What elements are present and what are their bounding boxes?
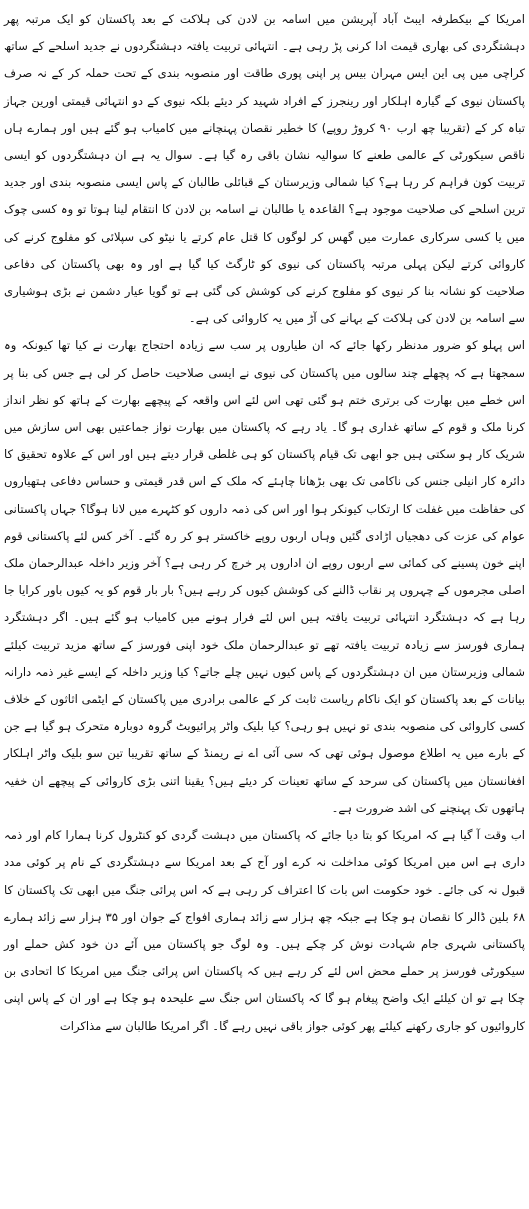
article-paragraph-3: اب وقت آ گیا ہے کہ امریکا کو بتا دیا جائے کہ پاکستان میں دہشت گردی کو کنٹرول کرنا ہمارا کام اور ذمہ داری ہے اس میں امریکا کوئی مداخلت نہ کرے اور آج کے بعد امریکا سے دہشتگردی کے نام پر کوئی مدد قبول نہ کی جائے۔ خود حکومت اس بات کا اعتراف کر رہی ہے کہ اس پرائی جنگ میں ابھی تک پاکستان کا ۶۸ بلین ڈالر کا نقصان ہو چکا ہے جبکہ چھ ہزار سے زائد ہماری افواج کے جوان اور ۳۵ ہزار سے زائد ہمارے پاکستانی شہری جام شہادت نوش کر چکے ہیں۔ وہ لوگ جو پاکستان میں آئے دن خود کش حملے اور سیکورٹی فورسز پر حملے محض اس لئے کر رہے ہیں کہ پاکستان اس پرائی جنگ میں امریکا کا اتحادی بن چکا ہے تو ان کیلئے ایک واضح پیغام ہو گا کہ پاکستان اس جنگ سے علیحدہ ہو چکا ہے اور ان کے پاس اپنی کاروائیوں کو جاری رکھنے کیلئے پھر کوئی جواز باقی نہیں رہے گا۔ اگر امریکا طالبان سے مذاکرات xyxy=(4,828,526,1033)
article-paragraph-2: اس پہلو کو ضرور مدنظر رکھا جائے کہ ان طیاروں پر سب سے زیادہ احتجاج بھارت نے کیا تھا کیونکہ وہ سمجھتا ہے کہ پچھلے چند سالوں میں پاکستان کی نیوی نے ایسی صلاحیت حاصل کر لی ہے جس کی بنا پر اس خطے میں بھارت کی برتری ختم ہو گئی تھی اس لئے اس واقعہ کے پیچھے بھارت کے ہاتھ کو نظر انداز کرنا ملک و قوم کے ساتھ غداری ہو گا۔ یاد رہے کہ پاکستان میں بھارت نواز جماعتیں بھی اس سازش میں شریک کار ہو سکتی ہیں جو ابھی تک قیام پاکستان کو ہی غلطی قرار دیتے ہیں اور اس کے علاوہ تحقیق کا دائرہ کار انیلی جنس کی ناکامی تک بھی بڑھانا چاہئے کہ ملک کے اس قدر قیمتی و حساس دفاعی ہتھیاروں کی حفاظت میں غفلت کا ارتکاب کیونکر ہوا اور اس کی ذمہ داروں کو کٹہرے میں لانا ہوگا؟ جہاں پاکستانی عوام کی عزت کی دھجیاں اڑادی گئیں وہاں اربوں روپے خاکستر ہو کر رہ گئے۔ آخر کس لئے پاکستانی قوم اپنے خون پسینے کی کمائی سے اربوں روپے ان اداروں پر خرچ کر رہی ہے؟ آخر وزیر داخلہ عبدالرحمان ملک اصلی مجرموں کے چہروں پر نقاب ڈالنے کی کوشش کیوں کر رہے ہیں؟ بار بار قوم کو یہ کیوں باور کرایا جا رہا ہے کہ دہشتگرد انتہائی تربیت یافتہ ہیں اس لئے فرار ہونے میں کامیاب ہو گئے ہیں۔ اگر دہشتگرد ہماری فورسز سے زیادہ تربیت یافتہ تھے تو عبدالرحمان ملک خود اپنی فورسز کے ساتھ مزید تربیت کیلئے شمالی وزیرستان میں ان دہشتگردوں کے پاس کیوں نہیں چلے جاتے؟ کیا وزیر داخلہ کے ایسے غیر ذمہ دارانہ بیانات کے بعد پاکستان کو ایک ناکام ریاست ثابت کر کے عالمی برادری میں پاکستان کے ایٹمی اثاثوں کے خلاف کسی کاروائی کی منصوبہ بندی تو نہیں ہو رہی؟ کیا بلیک واٹر پرائیویٹ گروہ دوبارہ متحرک ہو گیا ہے جن کے بارے میں یہ اطلاع موصول ہوئی تھی کہ سی آئی اے نے ریمنڈ کے ساتھ تقریبا تین سو بلیک واٹر اہلکار افغانستان میں پاکستان کی سرحد کے ساتھ تعینات کر دیئے ہیں؟ یقینا اتنی بڑی کاروائی کے پیچھے ان خفیہ ہاتھوں تک پہنچنے کی اشد ضرورت ہے۔ xyxy=(4,338,525,815)
article-paragraph-1: امریکا کے بیکطرفہ ایبٹ آباد آپریشن میں اسامہ بن لادن کی ہلاکت کے بعد پاکستان کو ایک مرتبہ پھر دہشتگردی کی بھاری قیمت ادا کرنی پڑ رہی ہے۔ انتہائی تربیت یافتہ دہشتگردوں نے جدید اسلحے کے ساتھ کراچی میں پی این ایس مہران بیس پر اپنی پوری طاقت اور منصوبہ بندی کے تحت حملہ کر کے نہ صرف پاکستان نیوی کے گیارہ اہلکار اور رینجرز کے افراد شہید کر دیئے بلکہ نیوی کے دو انتہائی قیمتی اورین جہاز تباہ کر کے (تقریبا چھ ارب ۹۰ کروڑ روپے) کا خطیر نقصان پہنچانے میں کامیاب ہو گئے ہیں اور ہمارے ہاں ناقص سیکورٹی کے عالمی طعنے کا سوالیہ نشان باقی رہ گیا ہے۔ سوال یہ ہے ان دہشتگردوں کو ایسی تربیت کون فراہم کر رہا ہے؟ کیا شمالی وزیرستان کے قبائلی طالبان کے پاس ایسی منصوبہ بندی اور جدید ترین اسلحے کی صلاحیت موجود ہے؟ القاعدہ یا طالبان نے اسامہ بن لادن کا انتقام لینا ہوتا تو وہ کسی چوک میں یا کسی سرکاری عمارت میں گھس کر لوگوں کا قتل عام کرتے یا نیٹو کی سپلائی کو مفلوج کرنے کی کاروائی کرتے لیکن پہلی مرتبہ پاکستان کی نیوی کو ٹارگٹ کیا گیا ہے اور وہ بھی پاکستان کی دفاعی صلاحیت کو نشانہ بنا کر نیوی کو مفلوج کرنے کی کوشش کی گئی ہے تو گویا عیار دشمن نے بڑی ہوشیاری سے اسامہ بن لادن کی ہلاکت کے بہانے کی آڑ میں یہ کاروائی کی ہے۔ xyxy=(4,12,526,326)
